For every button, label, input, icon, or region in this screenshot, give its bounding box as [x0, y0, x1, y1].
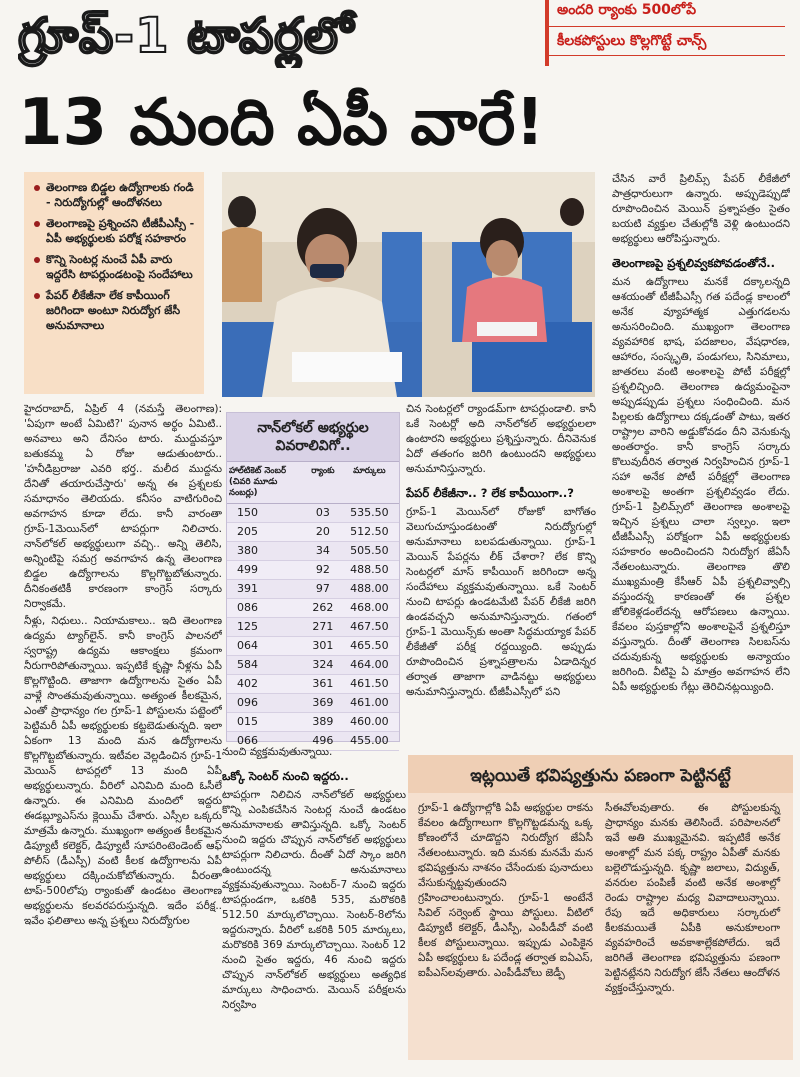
exam-hall-photo — [222, 172, 595, 397]
cell-hallticket: 391 — [237, 582, 258, 595]
cell-marks: 505.50 — [350, 544, 389, 557]
table-header-hallticket: హాల్‌టికెట్ నెంబర్ (చివరి మూడు నంబర్లు) — [229, 466, 287, 498]
nonlocal-candidates-table — [226, 412, 400, 747]
headline-line-2: 13 మంది ఏపీ వారే! — [18, 86, 545, 160]
cell-rank: 389 — [312, 715, 334, 728]
highlights-box — [24, 172, 204, 394]
sidebar-column-a: గ్రూప్-1 ఉద్యోగాల్లోకి ఏపీ అభ్యర్థుల రాకను కేవలం ఉద్యోగాలుగా కొల్లగొట్టడమన్న ఒక్క కోణంలోనే చూడొద్దని నిరుద్యోగ జేఏసీ నేతలంటున్నారు. ఇది మనకు మనమే మన భవిష్యత్తును నాశనం చేసేందుకు పునాదులు వేసుకున్నట్టవుతుందని గ్రహించాలంటున్నారు. గ్రూప్-1 అంటేనే సివిల్ సర్వెంట్ స్థాయి పోస్టులు. వీటిలో డిప్యూటీ కలెక్టర్, డీఎస్పీ, ఎంపీడీవో వంటి కీలక పోస్టులున్నాయి. ఇప్పుడు ఎంపికైన ఏపీ అభ్యర్థులు ఓ పదేండ్ల తర్వాత ఐఏఎస్, ఐపీఎస్‌లవుతారు. ఎంపీడీవోలు జెడ్పీ — [418, 802, 593, 979]
deck-line-1: అందరి ర్యాంకు 500లోపే — [557, 2, 697, 18]
table-row — [227, 675, 399, 694]
table-row — [227, 637, 399, 656]
subheading-two-per-center: ఒక్కో సెంటర్ నుంచి ఇద్దరు.. — [222, 769, 349, 783]
cell-rank: 20 — [315, 525, 330, 538]
cell-hallticket: 584 — [237, 658, 258, 671]
cell-hallticket: 205 — [237, 525, 258, 538]
cell-marks: 461.50 — [350, 677, 389, 690]
table-row — [227, 713, 399, 732]
table-title: నాన్‌లోకల్ అభ్యర్థుల వివరాలివిగో.. — [227, 413, 399, 461]
cell-hallticket: 150 — [237, 506, 258, 519]
cell-marks: 461.00 — [350, 696, 389, 709]
article-paragraph: చేసిన వారే ప్రిలిమ్స్ పేపర్ లీకేజీలో పాత్రధారులుగా ఉన్నారు. అప్పుడెప్పుడో రూపొందించిన మెయిన్ ప్రశ్నాపత్రం సైతం బయటి వ్యక్తుల చేతుల్లోకి వెళ్లి ఉంటుందని అభ్యర్థులు ఆరోపిస్తున్నారు. — [612, 173, 790, 245]
article-column-2 — [222, 745, 406, 1065]
cell-rank: 301 — [312, 639, 334, 652]
cell-marks: 465.50 — [350, 639, 389, 652]
cell-marks: 460.00 — [350, 715, 389, 728]
article-paragraph: చిన సెంటర్లలో ర్యాండమ్‌గా టాపర్లుండాలి. కానీ ఒకే సెంటర్లో అది నాన్‌లోకల్ అభ్యర్థులలా ఉంటారని అభ్యర్థులు ప్రశ్నిస్తున్నారు. దీనివెనుక ఏదో తతంగం జరిగి ఉంటుందని అభ్యర్థులు అనుమానిస్తున్నారు. — [406, 403, 596, 475]
cell-rank: 496 — [312, 734, 334, 747]
article-column-4 — [612, 172, 790, 752]
cell-rank: 92 — [315, 563, 330, 576]
article-paragraph: మన ఉద్యోగాలు మనకే దక్కాలన్నది ఆశయంతో టీజీపీఎస్సీ గత పదేండ్ల కాలంలో అనేక వ్యూహాత్మక ఎత్తుగడలను అనుసరించింది. ముఖ్యంగా తెలంగాణ వ్యవహారిక భాష, పదజాలం, వేషధారణ, ఆహారం, సంస్కృతి, పండుగలు, సినిమాలు, జాతరలు వంటి అంశాలపై పోటీ పరీక్షల్లో ప్రశ్నలిచ్చింది. తెలంగాణ ఉద్యమంపైనా అప్పుడప్పుడు ప్రశ్నలు సంధించింది. మన పిల్లలకు ఉద్యోగాలు దక్కడంతో పాటు, ఇతర రాష్ట్రాల వారిని అడ్డుకోవడం దీని వెనుకున్న అంతరార్థం. కానీ కాంగ్రెస్ సర్కారు కొలువుదీరిన తర్వాత నిర్వహించిన గ్రూప్-1 సహా అనేక పోటీ పరీక్షల్లో తెలంగాణ అంశాలపై అంతగా ప్రశ్నలివ్వడం లేదు. గ్రూప్-1 ప్రిలిమ్స్‌లో తెలంగాణ అంశాలపై ఇచ్చిన ప్రశ్నలు చాలా స్వల్పం. ఇలా టీజీపీఎస్సీ పరోక్షంగా ఏపీ అభ్యర్థులకు సహకారం అందించిందని నిరుద్యోగ జేఏసీ నేతలంటున్నారు. తెలంగాణ తొలి ముఖ్యమంత్రి కేసీఆర్ ఏపీ ప్రశ్నలివ్వాల్సి వస్తుందన్న కారణంతో ఈ ప్రశ్నల జోలికెళ్లడంలేదన్న ఆరోపణలు ఉన్నాయి. కేవలం పుస్తకాల్లోని అంశాలపైనే ప్రశ్నలిస్తూ వస్తున్నారు. దీంతో తెలంగాణ సిలబస్‌ను చదువుకున్న అభ్యర్థులకు అన్యాయం జరిగింది. వీటిపై ఏ మాత్రం అవగాహన లేని ఏపీ అభ్యర్థులకు గేట్లు తెరిచినట్లయ్యింది. — [612, 276, 790, 693]
table-row — [227, 561, 399, 580]
cell-hallticket: 402 — [237, 677, 258, 690]
cell-hallticket: 066 — [237, 734, 258, 747]
future-at-stake-sidebar — [408, 755, 793, 1060]
cell-rank: 271 — [312, 620, 334, 633]
cell-marks: 488.00 — [350, 582, 389, 595]
table-row — [227, 504, 399, 523]
sidebar-column-b: సీఈవోలవుతారు. ఈ పోస్టులకున్న ప్రాధాన్యం మనకు తెలిసిందే. పరిపాలనలో ఇవే అతి ముఖ్యమైనవి. ఇప్పటికే అనేక అంశాల్లో మన పక్క రాష్ట్రం ఏపీతో మనకు బల్లెలొడుస్తున్నది. కృష్ణా జలాలు, విద్యుత్, వనరుల పంపిణీ వంటి అనేక అంశాల్లో రెండు రాష్ట్రాల మధ్య వివాదాలున్నాయి. రేపు ఇదే అధికారులు సర్కారులో కీలకమయితే ఏపీకి అనుకూలంగా వ్యవహరించే అవకాశాల్లేకపోలేదు. ఇదే జరిగితే తెలంగాణ భవిష్యత్తును పణంగా పెట్టినట్లేనని నిరుద్యోగ జేసీ నేతలు ఆందోళన వ్యక్తంచేస్తున్నారు. — [605, 802, 780, 994]
exam-hall-illustration — [222, 172, 595, 397]
article-paragraph: గ్రూప్-1 మెయిన్‌లో రోజుకో బాగోతం వెలుగుచూస్తుండటంతో నిరుద్యోగుల్లో అనుమానాలు బలపడుతున్నాయి. గ్రూప్-1 మెయిన్ పేపర్లను లీక్ చేశారా? లేక కొన్ని సెంటర్లలో మాస్ కాపీయింగ్ జరిగిందా అన్న సందేహాలు వ్యక్తమవుతున్నాయి. ఒకే సెంటర్ నుంచి టాపర్లు ఉండటమేటి పేపర్ లీకేజీ జరిగి ఉండవచ్చని అనుమానిస్తున్నారు. గతంలో గ్రూప్-1 మెయిన్స్‌కు అంతా సిద్ధమయ్యాక పేపర్ లీకేజీతో పరీక్ష రద్దయ్యింది. అప్పుడు రూపొందించిన ప్రశ్నాపత్రాలను ఏడాదిన్నర తర్వాత తాజాగా వాడినట్టు అభ్యర్థులు అనుమానిస్తున్నారు. టీజీపీఎస్సీలో పని — [406, 506, 596, 698]
table-header-marks: మార్కులు — [353, 466, 386, 476]
cell-hallticket: 499 — [237, 563, 258, 576]
highlight-item: తెలంగాణ బిడ్డల ఉద్యోగాలకు గండి - నిరుద్యోగుల్లో ఆందోళనలు — [32, 180, 198, 210]
cell-hallticket: 064 — [237, 639, 258, 652]
article-paragraph: హైదరాబాద్, ఏప్రిల్ 4 (నమస్తే తెలంగాణ): 'ఏపుగా అంటే ఏమిటి?' పునాన అర్థం ఏమిటి.. అనవాలు అని దేనిసం టారు. ముద్దువస్తూ బతుకమ్మ ఏ రోజు ఆడుతుంటారు.. 'హనీడిబ్రరాజు ఎవరి భర్త.. మలీద ముద్దను దేనితో తయారుచేస్తారు' అన్న ఈ ప్రశ్నలకు సమాధానం తెలియదు. కనీసం వాటిగురించి అవగాహన కూడా లేదు. కానీ వారంతా గ్రూప్-1మెయిన్‌లో టాపర్లుగా నిలిచారు. నాన్‌లోకల్ అభ్యర్థులుగా వచ్చి.. అన్ని తెలిసి, అన్నింటిపై సమగ్ర అవగాహన ఉన్న తెలంగాణ బిడ్డల ఉద్యోగాలను కొల్లగొట్టబోతున్నారు. దీనికంతటికీ కారణంగా కాంగ్రెస్ సర్కారు నిర్వాకమే. — [24, 403, 222, 610]
article-column-3 — [406, 402, 596, 752]
cell-marks: 455.00 — [350, 734, 389, 747]
cell-marks: 488.50 — [350, 563, 389, 576]
cell-hallticket: 125 — [237, 620, 258, 633]
cell-marks: 535.50 — [350, 506, 389, 519]
cell-rank: 03 — [315, 506, 330, 519]
table-row — [227, 694, 399, 713]
headline — [0, 0, 800, 170]
article-paragraph: టాపర్లుగా నిలిచిన నాన్‌లోకల్ అభ్యర్థులు కొన్ని ఎంపికచేసిన సెంటర్ల నుంచే ఉండటం అనుమానాలకు తావిస్తున్నది. ఒక్కో సెంటర్ నుంచి ఇద్దరు చొప్పున నాన్‌లోకల్ అభ్యర్థులు టాపర్లుగా నిలిచారు. దీంతో ఏదో స్కాం జరిగి ఉంటుందన్న అనుమానాలు వ్యక్తమవుతున్నాయి. సెంటర్-7 నుంచి ఇద్దరు టాపర్లుండగా, ఒకరికి 535, మరొకరికి 512.50 మార్కులొచ్చాయి. సెంటర్-8లోను ఇద్దరున్నారు. వీరిలో ఒకరికి 505 మార్కులు, మరొకరికి 369 మార్కులొచ్చాయి. సెంటర్ 12 నుంచి సైతం ఇద్దరు, 46 నుంచి ఇద్దరు చొప్పున నాన్‌లోకల్ అభ్యర్థులు అత్యధిక మార్కులు సాధించారు. మెయిన్ పరీక్షలను నిర్వహిం — [222, 789, 406, 1011]
cell-hallticket: 380 — [237, 544, 258, 557]
subheading-telangana-questions: తెలంగాణపై ప్రశ్నలివ్వకపోవడంతోనే.. — [612, 256, 776, 270]
deck-line-2: కీలకపోస్టులు కొల్లగొట్టే చాన్స్ — [549, 26, 785, 56]
highlight-item: తెలంగాణపై ప్రశ్నించని టీజీపీఎస్సీ - ఏపీ అభ్యర్థులకు పరోక్ష సహకారం — [32, 216, 198, 246]
headline-line-1: గ్రూప్-1 టాపర్లలో — [18, 8, 355, 64]
table-row — [227, 599, 399, 618]
cell-hallticket: 015 — [237, 715, 258, 728]
table-row — [227, 523, 399, 542]
subheading-paper-leak: పేపర్ లీకేజీనా.. ? లేక కాపీయింగా..? — [406, 486, 574, 500]
table-row — [227, 656, 399, 675]
cell-rank: 262 — [312, 601, 334, 614]
sidebar-title: ఇట్లయితే భవిష్యత్తును పణంగా పెట్టినట్టే — [408, 755, 793, 793]
cell-rank: 324 — [312, 658, 334, 671]
cell-marks: 468.00 — [350, 601, 389, 614]
deck — [545, 0, 785, 66]
cell-marks: 512.50 — [350, 525, 389, 538]
table-body — [227, 504, 399, 751]
cell-hallticket: 086 — [237, 601, 258, 614]
highlight-item: కొన్ని సెంటర్ల నుంచే ఏపీ వారు ఇద్దరేసి టాపర్లుండటంపై సందేహాలు — [32, 252, 198, 282]
cell-marks: 464.00 — [350, 658, 389, 671]
table-row — [227, 542, 399, 561]
cell-rank: 369 — [312, 696, 334, 709]
cell-rank: 97 — [315, 582, 330, 595]
article-column-1 — [24, 402, 222, 1064]
table-row — [227, 618, 399, 637]
cell-hallticket: 096 — [237, 696, 258, 709]
article-paragraph: నుంచి వ్యక్తమవుతున్నాయి. — [222, 746, 333, 758]
article-paragraph: నీళ్లు, నిధులు.. నియామకాలు.. ఇది తెలంగాణ ఉద్యమ ట్యాగ్‌లైన్. కానీ కాంగ్రెస్ పాలనలో స్వరాష్ట్ర ఉద్యమ ఆకాంక్షలు క్రమంగా నీరుగారిపోతున్నాయి. ఇప్పటికే కృష్ణా నీళ్లను ఏపీ కొల్లగొట్టింది. తాజాగా ఉద్యోగాలను సైతం ఏపీ వాళ్లే సొంతమవుతున్నాయి. అత్యంత కీలకమైన, ఎంతో ప్రాధాన్యం గల గ్రూప్-1 పోస్టులను పట్టెంలో పెట్టిమరీ ఏపీ అభ్యర్థులకు కట్టబెడుతున్నది. ఇలా ఏకంగా 13 మంది మన ఉద్యోగాలను కొల్లగొట్టబోతున్నారు. ఇటీవల వెల్లడించిన గ్రూప్-1 మెయిన్ టాపర్లలో 13 మంది ఏపీ అభ్యర్థులున్నారు. వీరిలో ఎనిమిది మంది ఓసీలే ఉన్నారు. ఈ ఎనిమిది మందిలో ఇద్దరు ఈడబ్ల్యూఎస్‌ను క్లెయిమ్ చేశారు. ఎస్సీల ఒక్కరు మాత్రమే ఉన్నారు. ముఖ్యంగా అత్యంత కీలకమైన డిప్యూటీ కలెక్టర్, డిప్యూటీ సూపరింటెండెంట్ ఆఫ్ పోలీస్ (డీఎస్పీ) వంటి కీలక ఉద్యోగాలను ఏపీ అభ్యర్థులు దక్కించుకోబోతున్నారు. వీరంతా టాప్-500లోపు ర్యాంకుతో ఉండటం తెలంగాణ అభ్యర్థులను కలవరపరుస్తున్నది. ఇదేం పరీక్ష.. ఇవేం ఫలితాలు అన్న ప్రశ్నలు నిరుద్యోగుల — [24, 615, 222, 927]
highlight-item: పేపర్ లీకేజీనా లేక కాపీయింగ్ జరిగిందా అంటూ నిరుద్యోగ జేసీ అనుమానాలు — [32, 288, 198, 333]
table-header-row — [227, 461, 399, 504]
cell-rank: 34 — [315, 544, 330, 557]
table-row — [227, 580, 399, 599]
cell-marks: 467.50 — [350, 620, 389, 633]
table-header-rank: ర్యాంకు — [311, 466, 335, 476]
cell-rank: 361 — [312, 677, 334, 690]
